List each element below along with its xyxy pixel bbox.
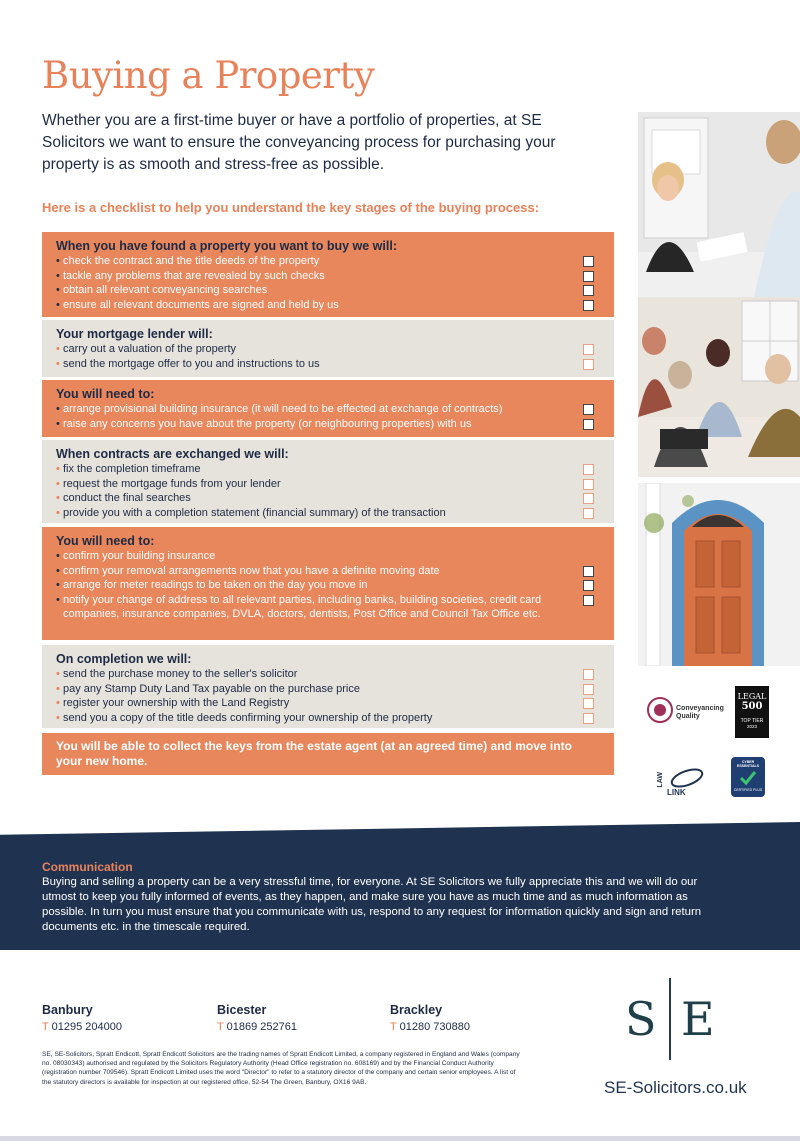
- cyber-essentials-badge: CYBER ESSENTIALS CERTIFIED PLUS: [731, 757, 765, 797]
- checkbox[interactable]: [583, 669, 594, 680]
- page-title: Buying a Property: [42, 54, 375, 97]
- checklist-item: • fix the completion timeframe: [56, 462, 600, 477]
- checklist-item: • send the mortgage offer to you and instructions to us: [56, 357, 600, 372]
- checkbox[interactable]: [583, 684, 594, 695]
- law-link-badge: LAW LINK: [655, 766, 707, 798]
- section-title: Your mortgage lender will:: [56, 327, 213, 341]
- checklist-section-contracts-exchanged: [42, 440, 614, 523]
- phone-number[interactable]: 01295 204000: [51, 1021, 122, 1033]
- intro-paragraph: Whether you are a first-time buyer or have a portfolio of properties, at SE Solicitors we want to ensure the conveyancing process for purchasing your property is as smooth and stress-free as possible.: [42, 112, 556, 173]
- bottom-bar: [0, 1136, 800, 1141]
- checkbox[interactable]: [583, 566, 594, 577]
- phone-number[interactable]: 01869 252761: [226, 1021, 297, 1033]
- checklist-item: • obtain all relevant conveyancing searches: [56, 283, 600, 298]
- checklist-section-you-will-need-2: [42, 527, 614, 640]
- checkbox[interactable]: [583, 595, 594, 606]
- checkbox[interactable]: [583, 256, 594, 267]
- communication-text: Buying and selling a property can be a very stressful time, for everyone. At SE Solicitors we fully appreciate this and we will do our utmost to keep you fully informed of events, as they happen, and make sure you have as much time and as much information as possible. In turn you must ensure that you communicate with us, respond to any request for information quickly and sign and return documents etc. in the timescale required.: [42, 876, 702, 933]
- checkbox[interactable]: [583, 508, 594, 519]
- legal-disclaimer: SE, SE-Solicitors, Spratt Endicott, Spratt Endicott Solicitors are the trading names of Spratt Endicott Limited, a company registered in England and Wales (company no. 08030343) authorised and regulated by the Solicitors Regulatory Authority (Head Office registration no. 608169) and by the Financial Conduct Authority (registration number 709546). Spratt Endicott Limited uses the word "Director" to refer to a statutory director of the company and certain senior employees. A list of the statutory directors is available for inspection at our registered office, 52-54 The Green, Banbury, OX16 9AB.: [42, 1051, 520, 1086]
- office-bicester: Bicester T 01869 252761: [217, 1003, 297, 1033]
- office-banbury: Banbury T 01295 204000: [42, 1003, 122, 1033]
- communication-title: Communication: [42, 860, 133, 874]
- checklist-item: • carry out a valuation of the property: [56, 342, 600, 357]
- checkbox[interactable]: [583, 285, 594, 296]
- photo-front-door: [638, 483, 800, 666]
- phone-number[interactable]: 01280 730880: [399, 1021, 470, 1033]
- checklist-item: • request the mortgage funds from your lender: [56, 477, 600, 492]
- checklist-item: • send the purchase money to the seller's solicitor: [56, 667, 600, 682]
- checkbox[interactable]: [583, 580, 594, 591]
- section-title: On completion we will:: [56, 652, 192, 666]
- checkmark-icon: [738, 770, 758, 786]
- website-link[interactable]: SE-Solicitors.co.uk: [604, 1078, 747, 1097]
- se-solicitors-logo: S E: [625, 978, 720, 1060]
- checklist-section-found-property: [42, 232, 614, 317]
- checklist-item: • tackle any problems that are revealed by such checks: [56, 269, 600, 284]
- section-title: When you have found a property you want to buy we will:: [56, 239, 397, 253]
- section-title: You will need to:: [56, 387, 155, 401]
- checklist-item: • arrange for meter readings to be taken on the day you move in: [56, 578, 600, 593]
- checklist-item: • send you a copy of the title deeds confirming your ownership of the property: [56, 711, 600, 726]
- checkbox[interactable]: [583, 464, 594, 475]
- checklist-item: • check the contract and the title deeds of the property: [56, 254, 600, 269]
- checkbox[interactable]: [583, 419, 594, 430]
- checklist-item: • raise any concerns you have about the property (or neighbouring properties) with us: [56, 417, 600, 432]
- checklist-section-you-will-need-1: [42, 380, 614, 437]
- checklist-item: • ensure all relevant documents are signed and held by us: [56, 298, 600, 313]
- checklist-section-on-completion: [42, 645, 614, 728]
- checklist-section-mortgage-lender: [42, 320, 614, 377]
- section-title: You will need to:: [56, 534, 155, 548]
- checkbox[interactable]: [583, 344, 594, 355]
- checklist-item: • confirm your building insurance: [56, 550, 216, 562]
- checklist-item: • notify your change of address to all relevant parties, including banks, building societies, credit card companies, insurance companies, DVLA, doctors, dentists, Post Office and Council Tax Office etc.: [56, 593, 600, 622]
- checkbox[interactable]: [583, 404, 594, 415]
- checkbox[interactable]: [583, 493, 594, 504]
- checkbox[interactable]: [583, 300, 594, 311]
- final-note-box: You will be able to collect the keys from the estate agent (at an agreed time) and move into your new home.: [42, 733, 614, 775]
- checklist-item: • conduct the final searches: [56, 491, 600, 506]
- photo-women-reviewing-documents: [638, 112, 800, 298]
- checklist-item: • confirm your removal arrangements now that you have a definite moving date: [56, 564, 600, 579]
- checkbox[interactable]: [583, 271, 594, 282]
- checkbox[interactable]: [583, 479, 594, 490]
- checklist-item: • pay any Stamp Duty Land Tax payable on the purchase price: [56, 682, 600, 697]
- photo-group-with-tablet: [638, 297, 800, 477]
- legal-500-badge: LEGAL 500 TOP TIER 2023: [735, 686, 769, 738]
- checklist-item: • arrange provisional building insurance (it will need to be effected at exchange of contracts): [56, 402, 600, 417]
- checklist-item: • provide you with a completion statement (financial summary) of the transaction: [56, 506, 600, 521]
- office-brackley: Brackley T 01280 730880: [390, 1003, 470, 1033]
- checklist-heading: Here is a checklist to help you understand the key stages of the buying process:: [42, 200, 540, 215]
- conveyancing-quality-badge: Conveyancing Quality: [646, 692, 722, 728]
- checkbox[interactable]: [583, 698, 594, 709]
- checkbox[interactable]: [583, 359, 594, 370]
- checklist-item: • register your ownership with the Land Registry: [56, 696, 600, 711]
- checkbox[interactable]: [583, 713, 594, 724]
- section-title: When contracts are exchanged we will:: [56, 447, 289, 461]
